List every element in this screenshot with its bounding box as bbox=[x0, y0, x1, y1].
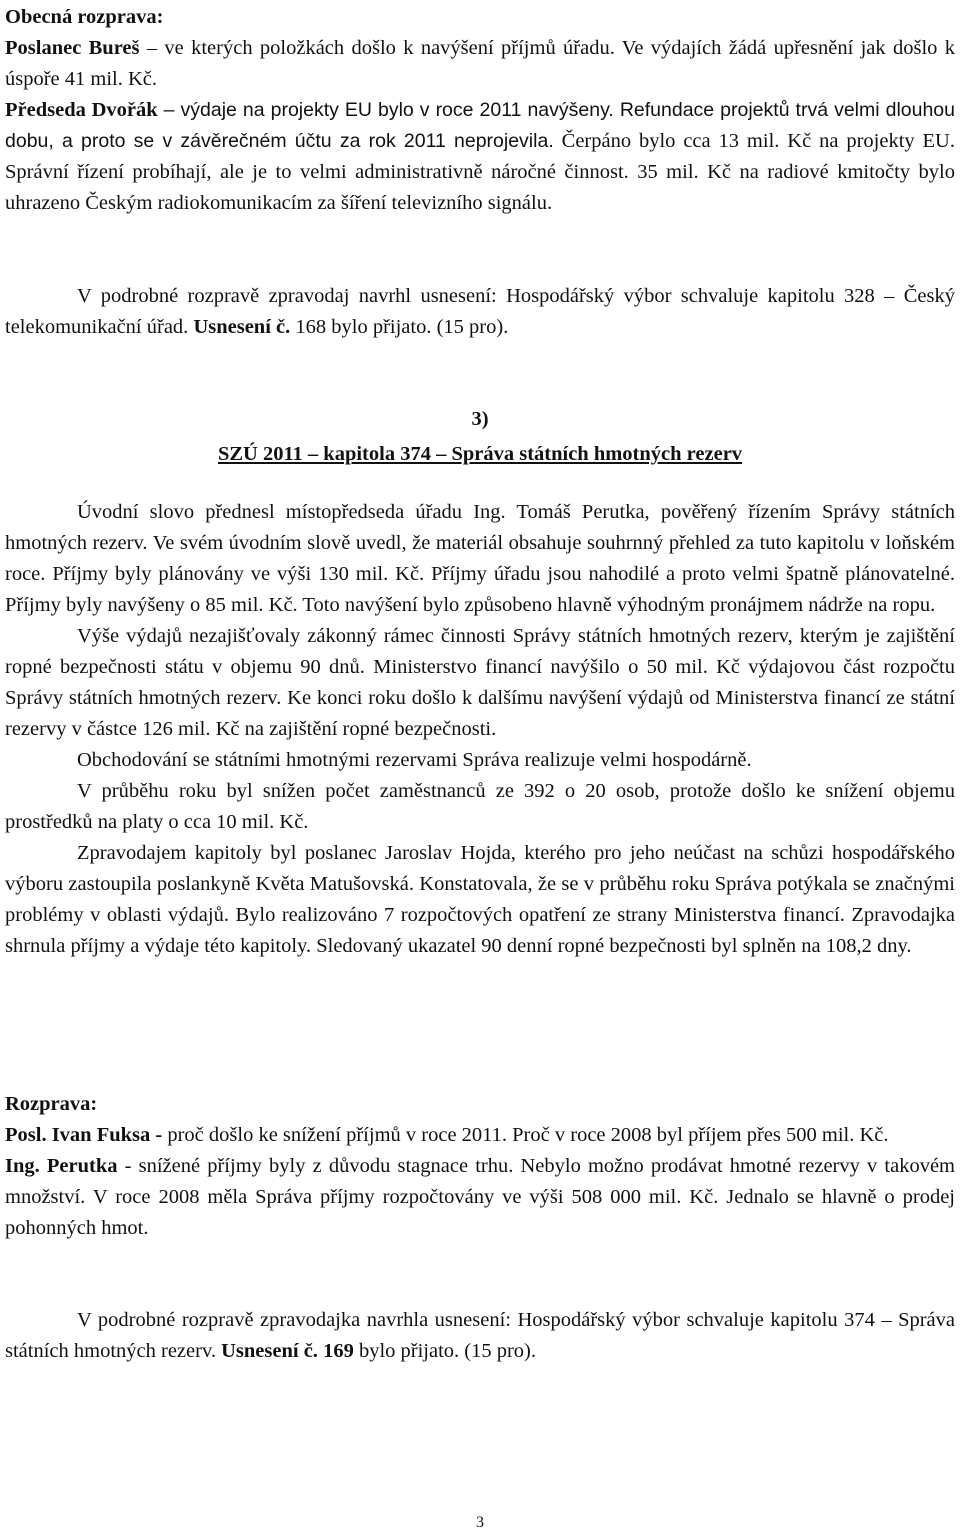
debate-section bbox=[5, 1089, 955, 1244]
dvorak-answer: Předseda Dvořák – výdaje na projekty EU bylo v roce 2011 navýšeny. Refundace projektů trvá velmi dlouhou dobu, a proto se v závěrečném účtu za rok 2011 neprojevila. Čerpáno bylo cca 13 mil. Kč na projekty EU. Správní řízení probíhají, ale je to velmi administrativně náročné činnost. 35 mil. Kč na radiové kmitočty bylo uhrazeno Českým radiokomunikacím za šíření televizního signálu. bbox=[5, 99, 955, 214]
general-debate-section bbox=[5, 2, 955, 219]
section-3-body bbox=[5, 497, 955, 962]
perutka-answer: Ing. Perutka - snížené příjmy byly z důvodu stagnace trhu. Nebylo možno prodávat hmotné rezervy v takovém množství. V roce 2008 měla Správa příjmy rozpočtovány ve výši 508 000 mil. Kč. Jednalo se hlavně o prodej pohonných hmot. bbox=[5, 1155, 955, 1239]
intro-paragraph: Úvodní slovo přednesl místopředseda úřadu Ing. Tomáš Perutka, pověřený řízením Správy státních hmotných rezerv. Ve svém úvodním slově uvedl, že materiál obsahuje souhrnný přehled za tuto kapitolu v loňském roce. Příjmy byly plánovány ve výši 130 mil. Kč. Příjmy úřadu jsou nahodilé a proto velmi špatně plánovatelné. Příjmy byly navýšeny o 85 mil. Kč. Toto navýšení bylo způsobeno hlavně výhodným pronájmem nádrže na ropu. bbox=[5, 501, 955, 616]
speaker-name: Předseda Dvořák bbox=[5, 99, 158, 121]
speaker-name: Poslanec Bureš bbox=[5, 37, 140, 59]
section-number: 3) bbox=[471, 408, 489, 430]
resolution-169: V podrobné rozpravě zpravodajka navrhla usnesení: Hospodářský výbor schvaluje kapitolu 374 – Správa státních hmotných rezerv. Usnesení č. 169 bylo přijato. (15 pro). bbox=[5, 1309, 955, 1362]
trading-paragraph: Obchodování se státními hmotnými rezervami Správa realizuje velmi hospodárně. bbox=[77, 749, 752, 771]
rapporteur-paragraph: Zpravodajem kapitoly byl poslanec Jaroslav Hojda, kterého pro jeho neúčast na schůzi hospodářského výboru zastoupila poslankyně Květa Matušovská. Konstatovala, že se v průběhu roku Správa potýkala se značnými problémy v oblasti výdajů. Bylo realizováno 7 rozpočtových opatření ze strany Ministerstva financí. Zpravodajka shrnula příjmy a výdaje této kapitoly. Sledovaný ukazatel 90 denní ropné bezpečnosti byl splněn na 108,2 dny. bbox=[5, 842, 955, 957]
expenditure-paragraph: Výše výdajů nezajišťovaly zákonný rámec činnosti Správy státních hmotných rezerv, kterým je zajištění ropné bezpečnosti státu v objemu 90 dnů. Ministerstvo financí navýšilo o 50 mil. Kč výdajovou část rozpočtu Správy státních hmotných rezerv. Ke konci roku došlo k dalšímu navýšení výdajů od Ministerstva financí ze státní rezervy v částce 126 mil. Kč na zajištění ropné bezpečnosti. bbox=[5, 625, 955, 740]
section-title: SZÚ 2011 – kapitola 374 – Správa státních hmotných rezerv bbox=[217, 443, 743, 465]
speaker-name: Ing. Perutka bbox=[5, 1155, 118, 1177]
speaker-name: Posl. Ivan Fuksa - bbox=[5, 1124, 163, 1146]
fuksa-question: Posl. Ivan Fuksa - proč došlo ke snížení příjmů v roce 2011. Proč v roce 2008 byl příjem přes 500 mil. Kč. bbox=[5, 1124, 889, 1146]
bures-question: Poslanec Bureš – ve kterých položkách došlo k navýšení příjmů úřadu. Ve výdajích žádá upřesnění jak došlo k úspoře 41 mil. Kč. bbox=[5, 37, 955, 90]
page-number: 3 bbox=[476, 1514, 484, 1531]
staff-paragraph: V průběhu roku byl snížen počet zaměstnanců ze 392 o 20 osob, protože došlo ke snížení objemu prostředků na platy o cca 10 mil. Kč. bbox=[5, 780, 955, 833]
general-debate-heading: Obecná rozprava: bbox=[5, 6, 164, 28]
resolution-168: V podrobné rozpravě zpravodaj navrhl usnesení: Hospodářský výbor schvaluje kapitolu 328 – Český telekomunikační úřad. Usnesení č. 168 bylo přijato. (15 pro). bbox=[5, 285, 955, 338]
section-3-heading bbox=[5, 404, 955, 470]
debate-heading: Rozprava: bbox=[5, 1093, 98, 1115]
